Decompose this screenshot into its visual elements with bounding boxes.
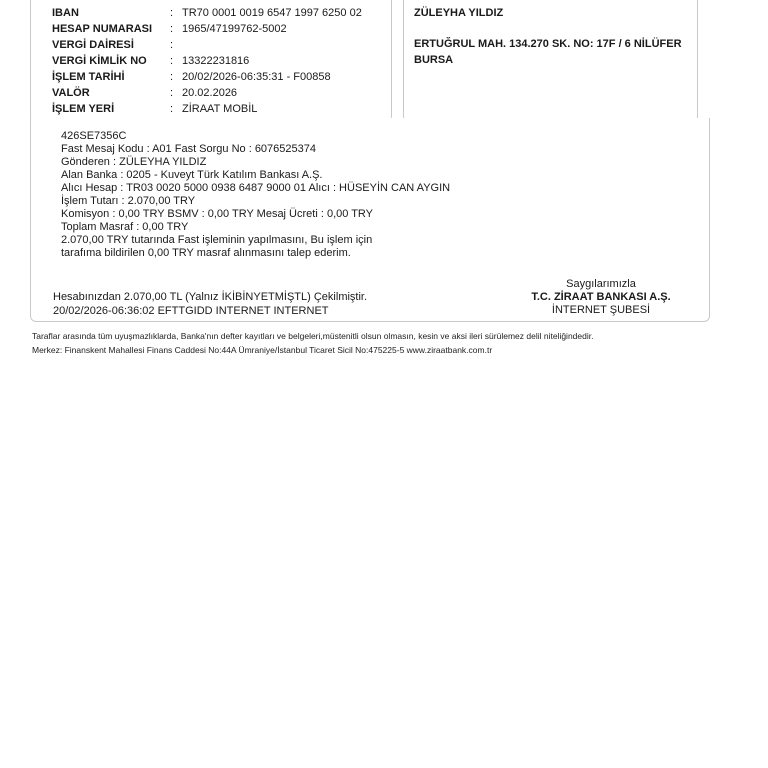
branch-name: İNTERNET ŞUBESİ	[551, 304, 651, 316]
info-label: IBAN	[52, 7, 79, 19]
info-separator: :	[170, 55, 174, 67]
customer-address-line2: BURSA	[414, 54, 454, 66]
info-row	[52, 70, 331, 84]
info-label: VALÖR	[52, 87, 90, 99]
signature-block	[511, 278, 691, 317]
info-row	[52, 38, 182, 52]
transaction-line: tarafıma bildirilen 0,00 TRY masraf alınmasını talep ederim.	[61, 247, 351, 259]
info-value: 20.02.2026	[182, 87, 238, 99]
info-value: 20/02/2026-06:35:31 - F00858	[182, 71, 331, 83]
info-value: ZİRAAT MOBİL	[182, 103, 258, 115]
info-row	[52, 54, 249, 68]
info-label: İŞLEM TARİHİ	[52, 71, 125, 83]
transaction-details	[61, 130, 450, 260]
transaction-line: Alıcı Hesap : TR03 0020 5000 0938 6487 9000 01 Alıcı : HÜSEYİN CAN AYGIN	[61, 182, 451, 194]
greeting-text: Saygılarımızla	[566, 278, 636, 290]
legal-note-2: Merkez: Finanskent Mahallesi Finans Caddesi No:44A Ümraniye/İstanbul Ticaret Sicil No:475225-5 www.ziraatbank.com.tr	[32, 345, 493, 355]
info-value: 1965/47199762-5002	[182, 23, 287, 35]
info-value: 13322231816	[182, 55, 250, 67]
info-value: TR70 0001 0019 6547 1997 6250 02	[182, 7, 362, 19]
info-separator: :	[170, 103, 174, 115]
legal-note-1: Taraflar arasında tüm uyuşmazlıklarda, Banka'nın defter kayıtları ve belgeleri,müstenitli olsun olmasın, kesin ve aksi ileri sürülemez delil niteliğindedir.	[32, 331, 594, 341]
info-label: İŞLEM YERİ	[52, 103, 115, 115]
info-row	[52, 22, 287, 36]
transaction-line: Toplam Masraf : 0,00 TRY	[61, 221, 189, 233]
info-label: VERGİ KİMLİK NO	[52, 55, 147, 67]
info-separator: :	[170, 23, 174, 35]
info-row	[52, 6, 362, 20]
info-row	[52, 102, 257, 116]
transaction-line: 2.070,00 TRY tutarında Fast işleminin yapılmasını, Bu işlem için	[61, 234, 373, 246]
bank-name: T.C. ZİRAAT BANKASI A.Ş.	[531, 291, 671, 303]
customer-address-line1: ERTUĞRUL MAH. 134.270 SK. NO: 17F / 6 NİLÜFER	[414, 38, 682, 50]
withdrawal-info	[53, 290, 367, 318]
legal-notes	[32, 329, 593, 357]
info-separator: :	[170, 7, 174, 19]
customer-name: ZÜLEYHA YILDIZ	[414, 7, 504, 19]
info-row	[52, 86, 237, 100]
transaction-line: Fast Mesaj Kodu : A01 Fast Sorgu No : 6076525374	[61, 143, 316, 155]
withdrawn-text: Hesabınızdan 2.070,00 TL (Yalnız İKİBİNYETMİŞTL) Çekilmiştir.	[53, 291, 368, 303]
transaction-line: Alan Banka : 0205 - Kuveyt Türk Katılım Bankası A.Ş.	[61, 169, 323, 181]
info-separator: :	[170, 71, 174, 83]
info-label: HESAP NUMARASI	[52, 23, 153, 35]
info-separator: :	[170, 87, 174, 99]
customer-box	[403, 0, 698, 122]
reference-text: 20/02/2026-06:36:02 EFTTGIDD INTERNET INTERNET	[53, 305, 329, 317]
transaction-line: Komisyon : 0,00 TRY BSMV : 0,00 TRY Mesaj Ücreti : 0,00 TRY	[61, 208, 374, 220]
transaction-line: 426SE7356C	[61, 130, 127, 142]
transaction-box	[30, 118, 710, 322]
transaction-line: Gönderen : ZÜLEYHA YILDIZ	[61, 156, 207, 168]
info-label: VERGİ DAİRESİ	[52, 39, 134, 51]
info-separator: :	[170, 39, 174, 51]
transaction-line: İşlem Tutarı : 2.070,00 TRY	[61, 195, 196, 207]
